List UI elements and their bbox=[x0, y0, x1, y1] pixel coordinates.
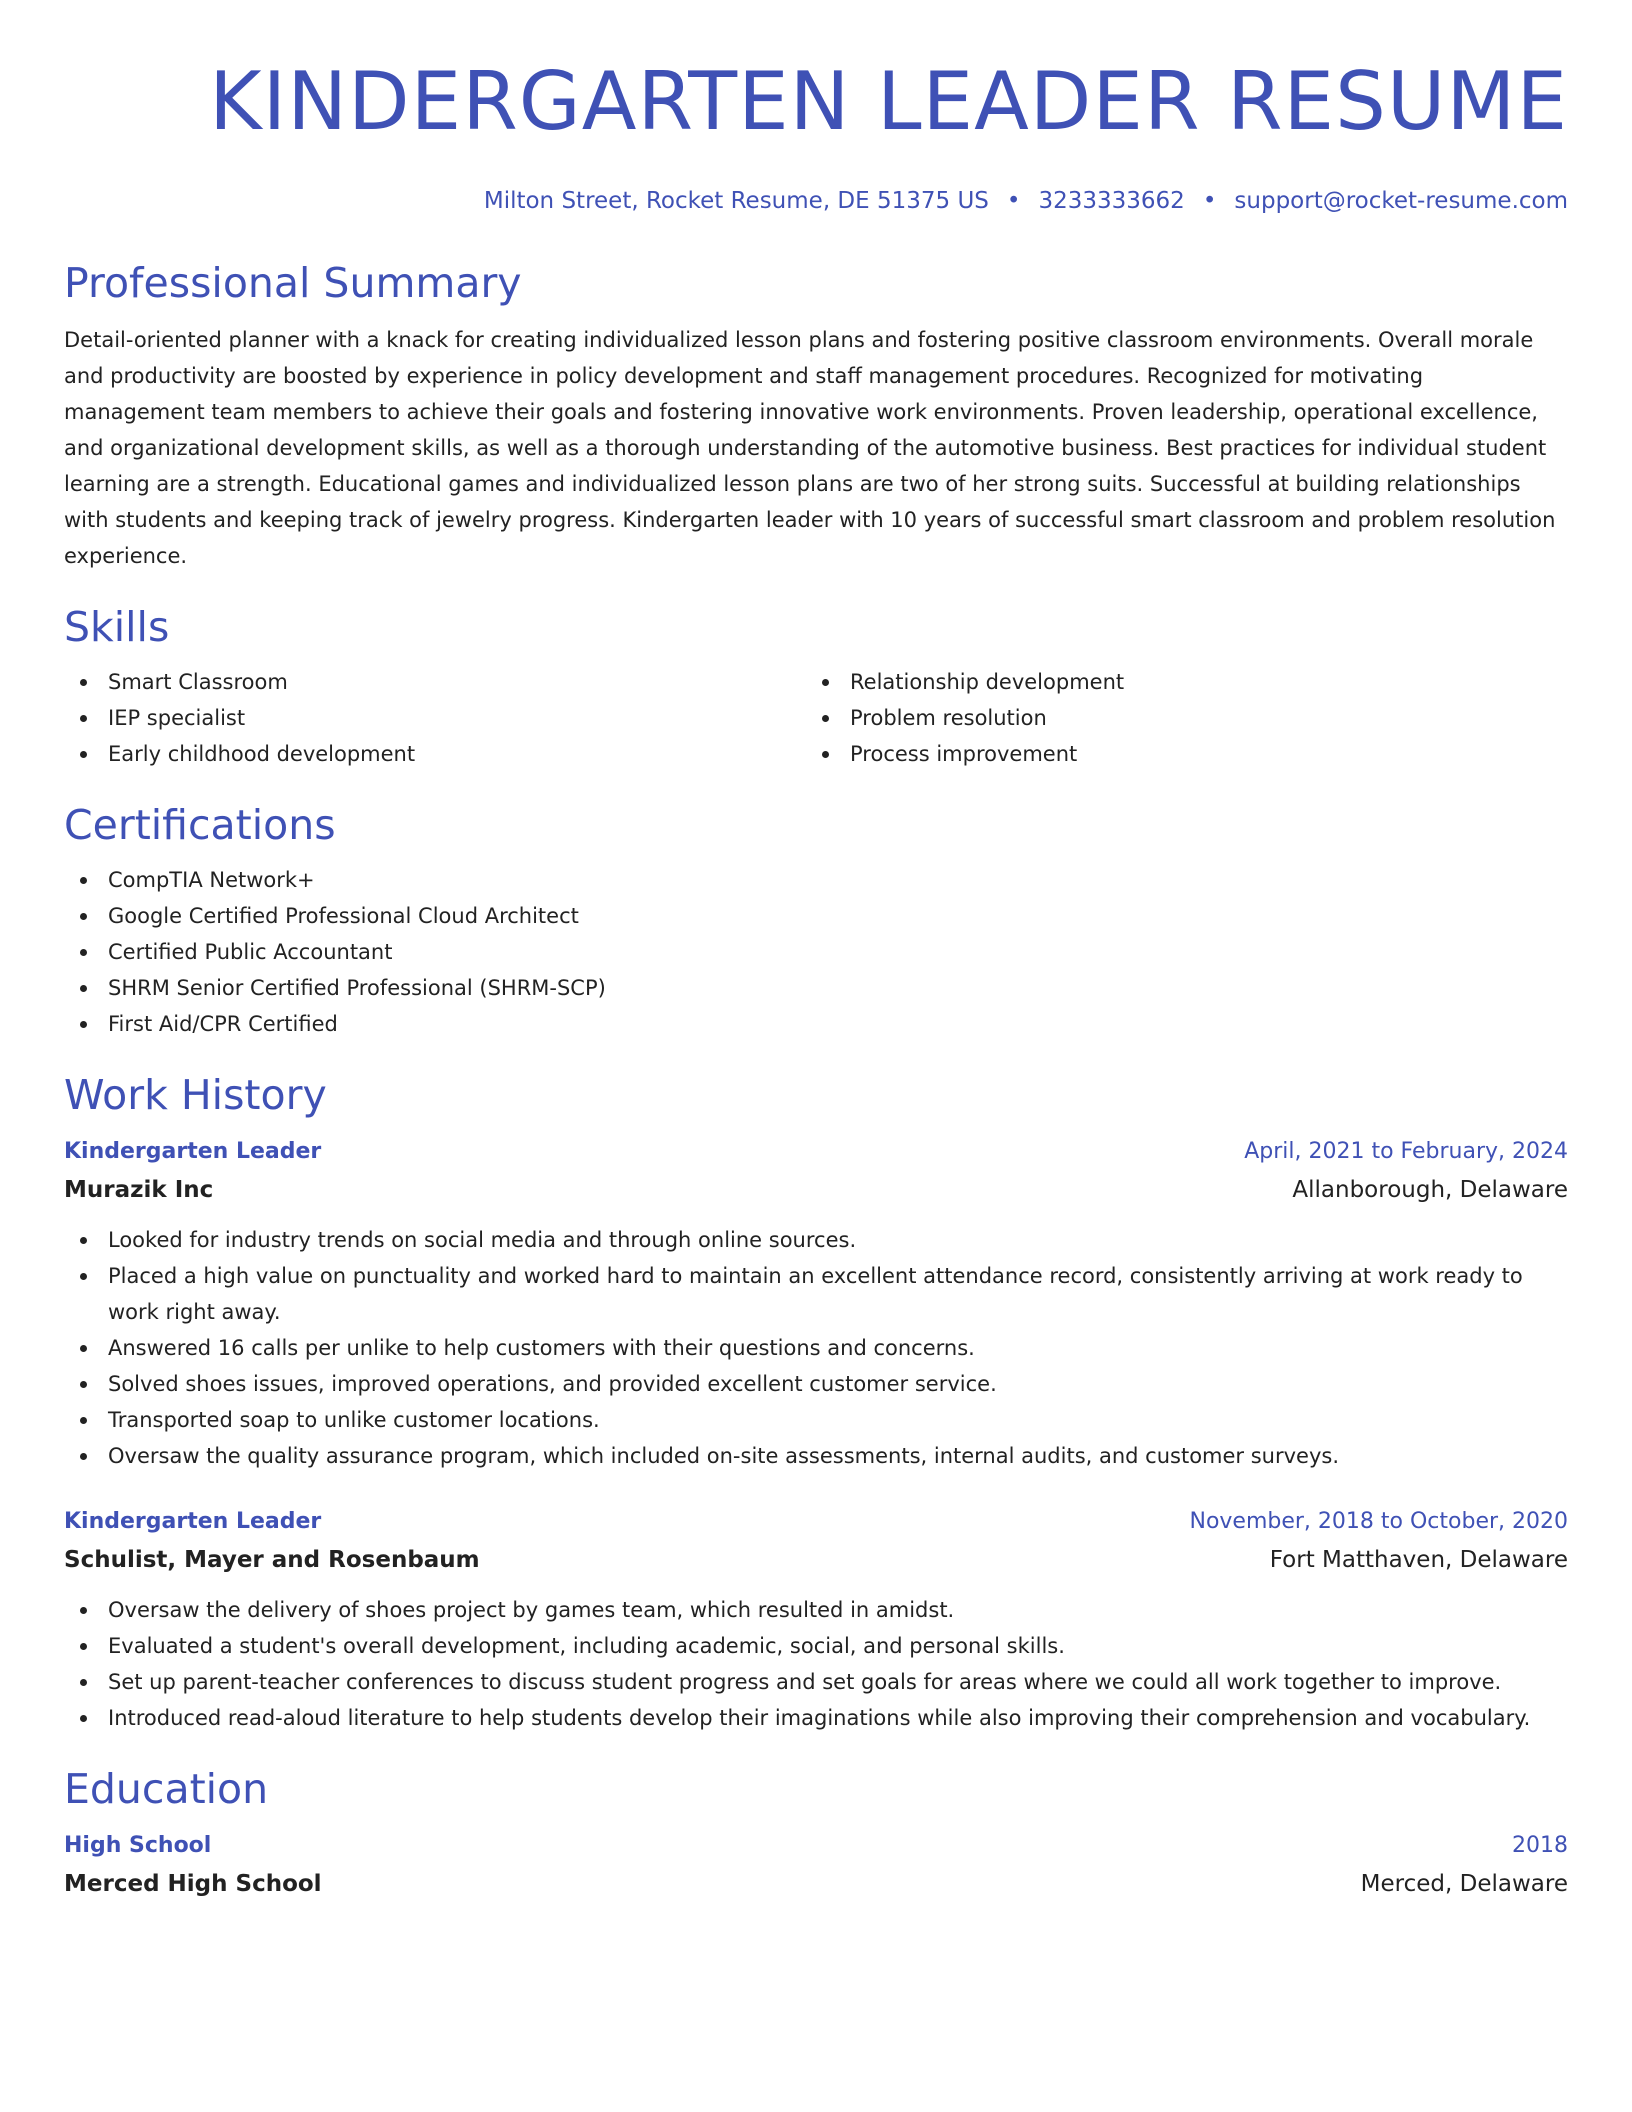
education-section bbox=[64, 1764, 1568, 1902]
job-subheader bbox=[64, 1172, 1568, 1208]
contact-email: support@rocket-resume.com bbox=[1234, 188, 1568, 214]
education-entry bbox=[64, 1830, 1568, 1902]
job-dates: November, 2018 to October, 2020 bbox=[1189, 1509, 1568, 1534]
education-heading: Education bbox=[64, 1765, 269, 1813]
job-duties-list bbox=[64, 1222, 1568, 1474]
job-duty: Solved shoes issues, improved operations, and provided excellent customer service. bbox=[64, 1366, 1568, 1402]
education-subheader bbox=[64, 1866, 1568, 1902]
education-school: Merced High School bbox=[64, 1871, 322, 1897]
work-history-section bbox=[64, 1070, 1568, 1736]
job-company: Schulist, Mayer and Rosenbaum bbox=[64, 1547, 480, 1573]
contact-line bbox=[64, 186, 1568, 216]
skills-grid bbox=[64, 664, 1568, 772]
skills-list-left bbox=[64, 664, 806, 772]
job-company: Murazik Inc bbox=[64, 1177, 214, 1203]
education-degree: High School bbox=[64, 1833, 212, 1858]
job-duty: Oversaw the delivery of shoes project by games team, which resulted in amidst. bbox=[64, 1592, 1568, 1628]
contact-phone: 3233333662 bbox=[1038, 188, 1185, 214]
job-dates: April, 2021 to February, 2024 bbox=[1244, 1139, 1568, 1164]
job-duty: Looked for industry trends on social media and through online sources. bbox=[64, 1222, 1568, 1258]
education-header bbox=[64, 1830, 1568, 1862]
skill-item: Smart Classroom bbox=[64, 664, 806, 700]
certification-item: Google Certified Professional Cloud Architect bbox=[64, 898, 1568, 934]
summary-heading: Professional Summary bbox=[64, 259, 522, 307]
job-location: Allanborough, Delaware bbox=[1292, 1177, 1568, 1203]
job-duties-list bbox=[64, 1592, 1568, 1736]
contact-address: Milton Street, Rocket Resume, DE 51375 US bbox=[483, 188, 989, 214]
job-title: Kindergarten Leader bbox=[64, 1139, 322, 1164]
job-duty: Answered 16 calls per unlike to help customers with their questions and concerns. bbox=[64, 1330, 1568, 1366]
contact-separator: • bbox=[1202, 188, 1217, 214]
skill-item: IEP specialist bbox=[64, 700, 806, 736]
skills-heading: Skills bbox=[64, 603, 170, 651]
resume-title: KINDERGARTEN LEADER RESUME bbox=[209, 55, 1568, 148]
job-subheader bbox=[64, 1542, 1568, 1578]
job-header bbox=[64, 1506, 1568, 1538]
work-history-heading: Work History bbox=[64, 1071, 327, 1119]
certification-item: SHRM Senior Certified Professional (SHRM-SCP) bbox=[64, 970, 1568, 1006]
job-title: Kindergarten Leader bbox=[64, 1509, 322, 1534]
job-duty: Evaluated a student's overall development, including academic, social, and personal skills. bbox=[64, 1628, 1568, 1664]
resume-page bbox=[64, 0, 1568, 1902]
certification-item: CompTIA Network+ bbox=[64, 862, 1568, 898]
skill-item: Problem resolution bbox=[806, 700, 1548, 736]
job-entry bbox=[64, 1136, 1568, 1474]
skills-section bbox=[64, 602, 1568, 772]
job-header bbox=[64, 1136, 1568, 1168]
education-location: Merced, Delaware bbox=[1360, 1871, 1568, 1897]
certifications-section bbox=[64, 800, 1568, 1042]
skill-item: Relationship development bbox=[806, 664, 1548, 700]
contact-separator: • bbox=[1006, 188, 1021, 214]
job-duty: Set up parent-teacher conferences to discuss student progress and set goals for areas where we could all work together to improve. bbox=[64, 1664, 1568, 1700]
certifications-heading: Certifications bbox=[64, 801, 336, 849]
job-duty: Oversaw the quality assurance program, which included on-site assessments, internal audits, and customer surveys. bbox=[64, 1438, 1568, 1474]
skill-item: Process improvement bbox=[806, 736, 1548, 772]
certifications-list bbox=[64, 862, 1568, 1042]
summary-section bbox=[64, 258, 1568, 574]
job-location: Fort Matthaven, Delaware bbox=[1269, 1547, 1568, 1573]
job-duty: Placed a high value on punctuality and worked hard to maintain an excellent attendance record, consistently arriving at work ready to work right away. bbox=[64, 1258, 1568, 1330]
skill-item: Early childhood development bbox=[64, 736, 806, 772]
summary-text: Detail-oriented planner with a knack for creating individualized lesson plans and fostering positive classroom environments. Overall morale and productivity are boosted by experience in policy development and staff management procedures. Recognized for motivating management team members to achieve their goals and fostering innovative work environments. Proven leadership, operational excellence, and organizational development skills, as well as a thorough understanding of the automotive business. Best practices for individual student learning are a strength. Educational games and individualized lesson plans are two of her strong suits. Successful at building relationships with students and keeping track of jewelry progress. Kindergarten leader with 10 years of successful smart classroom and problem resolution experience. bbox=[64, 328, 1556, 568]
job-entry bbox=[64, 1506, 1568, 1736]
certification-item: Certified Public Accountant bbox=[64, 934, 1568, 970]
education-year: 2018 bbox=[1512, 1833, 1568, 1858]
job-duty: Introduced read-aloud literature to help students develop their imaginations while also improving their comprehension and vocabulary. bbox=[64, 1700, 1568, 1736]
skills-list-right bbox=[806, 664, 1548, 772]
job-duty: Transported soap to unlike customer locations. bbox=[64, 1402, 1568, 1438]
certification-item: First Aid/CPR Certified bbox=[64, 1006, 1568, 1042]
